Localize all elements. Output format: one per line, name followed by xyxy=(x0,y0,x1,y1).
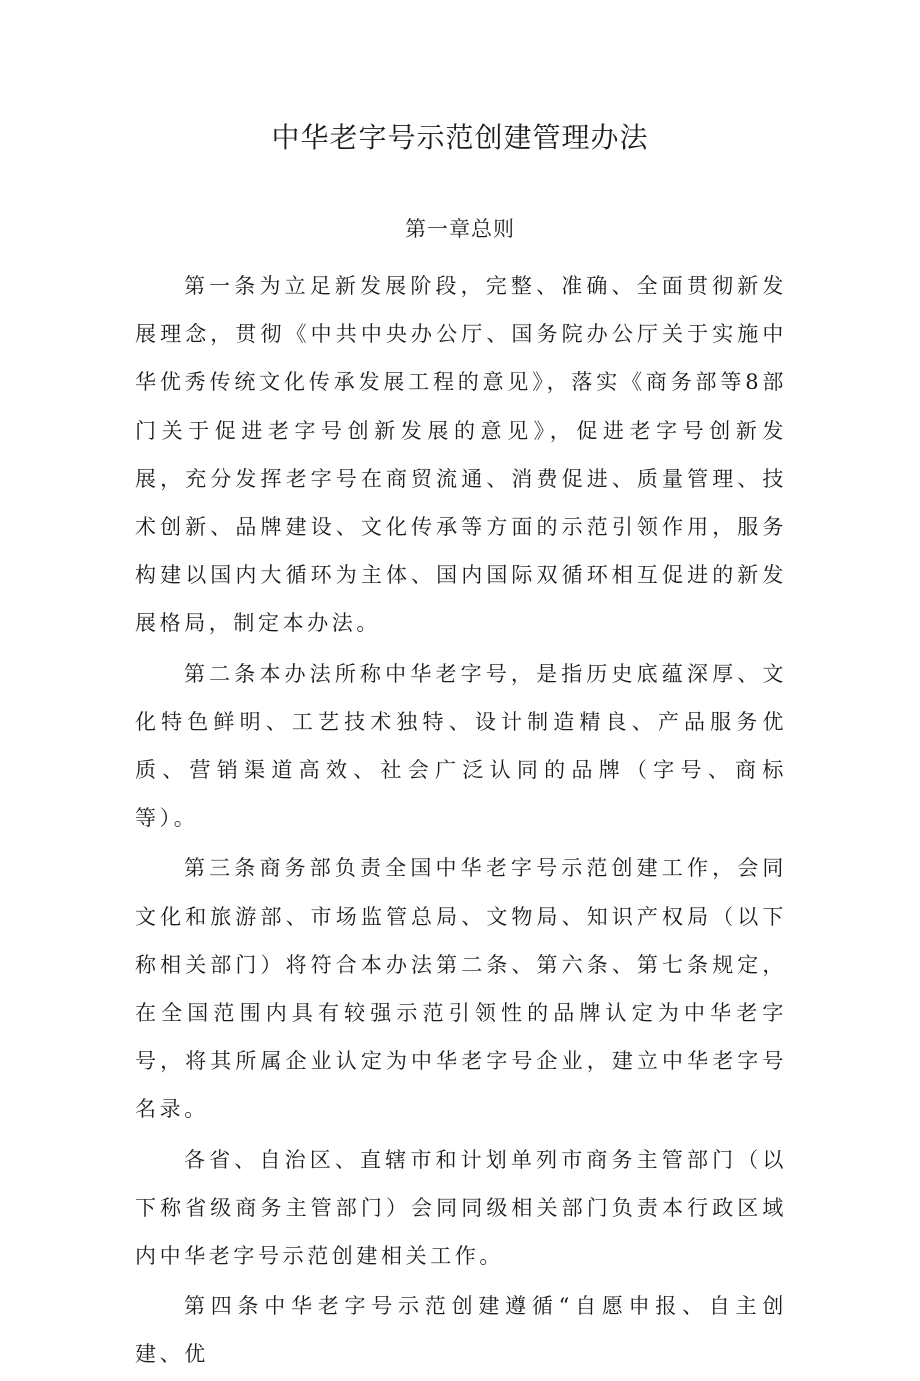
paragraph-article-4: 第四条中华老字号示范创建遵循“自愿申报、自主创建、优 xyxy=(135,1294,787,1367)
document-body xyxy=(135,262,787,1381)
paragraph-article-3: 第三条商务部负责全国中华老字号示范创建工作，会同文化和旅游部、市场监管总局、文物局、知识产权局（以下称相关部门）将符合本办法第二条、第六条、第七条规定，在全国范围内具有较强示范引领性的品牌认定为中华老字号，将其所属企业认定为中华老字号企业，建立中华老字号名录。 xyxy=(135,856,787,1122)
paragraph-article-3-continued: 各省、自治区、直辖市和计划单列市商务主管部门（以下称省级商务主管部门）会同同级相关部门负责本行政区域内中华老字号示范创建相关工作。 xyxy=(135,1147,787,1269)
paragraph-article-2: 第二条本办法所称中华老字号，是指历史底蕴深厚、文化特色鲜明、工艺技术独特、设计制造精良、产品服务优质、营销渠道高效、社会广泛认同的品牌（字号、商标等）。 xyxy=(135,661,787,831)
chapter-heading: 第一章总则 xyxy=(405,217,515,241)
document-title: 中华老字号示范创建管理办法 xyxy=(271,121,649,154)
paragraph-article-1: 第一条为立足新发展阶段，完整、准确、全面贯彻新发展理念，贯彻《中共中央办公厅、国务院办公厅关于实施中华优秀传统文化传承发展工程的意见》，落实《商务部等8部门关于促进老字号创新发展的意见》，促进老字号创新发展，充分发挥老字号在商贸流通、消费促进、质量管理、技术创新、品牌建设、文化传承等方面的示范引领作用，服务构建以国内大循环为主体、国内国际双循环相互促进的新发展格局，制定本办法。 xyxy=(135,274,787,636)
